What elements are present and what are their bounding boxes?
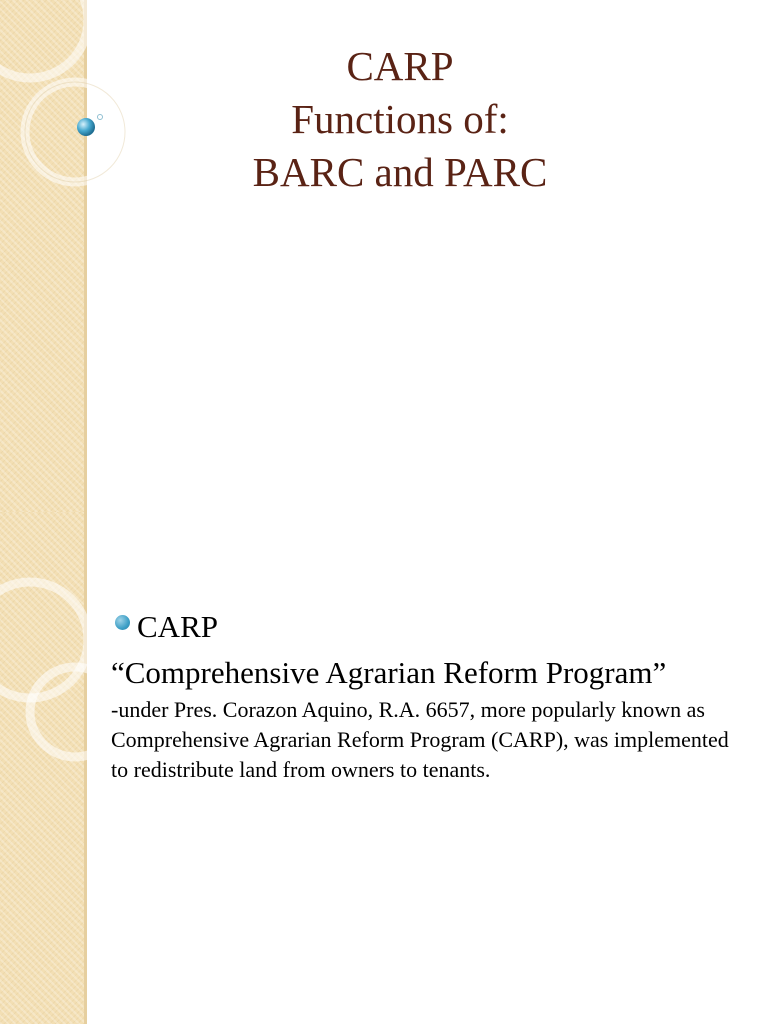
slide-title	[150, 40, 650, 199]
title-line-3: BARC and PARC	[252, 149, 548, 195]
description-paragraph: -under Pres. Corazon Aquino, R.A. 6657, more popularly known as Comprehensive Agrarian Reform Program (CARP), was implemented to redistribute land from owners to tenants.	[111, 697, 729, 782]
content-slide	[0, 512, 768, 1024]
blue-sphere-icon	[0, 0, 120, 160]
bullet-dot-icon	[115, 615, 130, 630]
bullet-label: CARP	[137, 609, 218, 644]
title-line-2: Functions of:	[291, 96, 509, 142]
slide-body	[111, 607, 741, 785]
program-name-quote: “Comprehensive Agrarian Reform Program”	[111, 655, 667, 690]
bullet-item	[111, 607, 741, 647]
title-line-1: CARP	[346, 43, 454, 89]
